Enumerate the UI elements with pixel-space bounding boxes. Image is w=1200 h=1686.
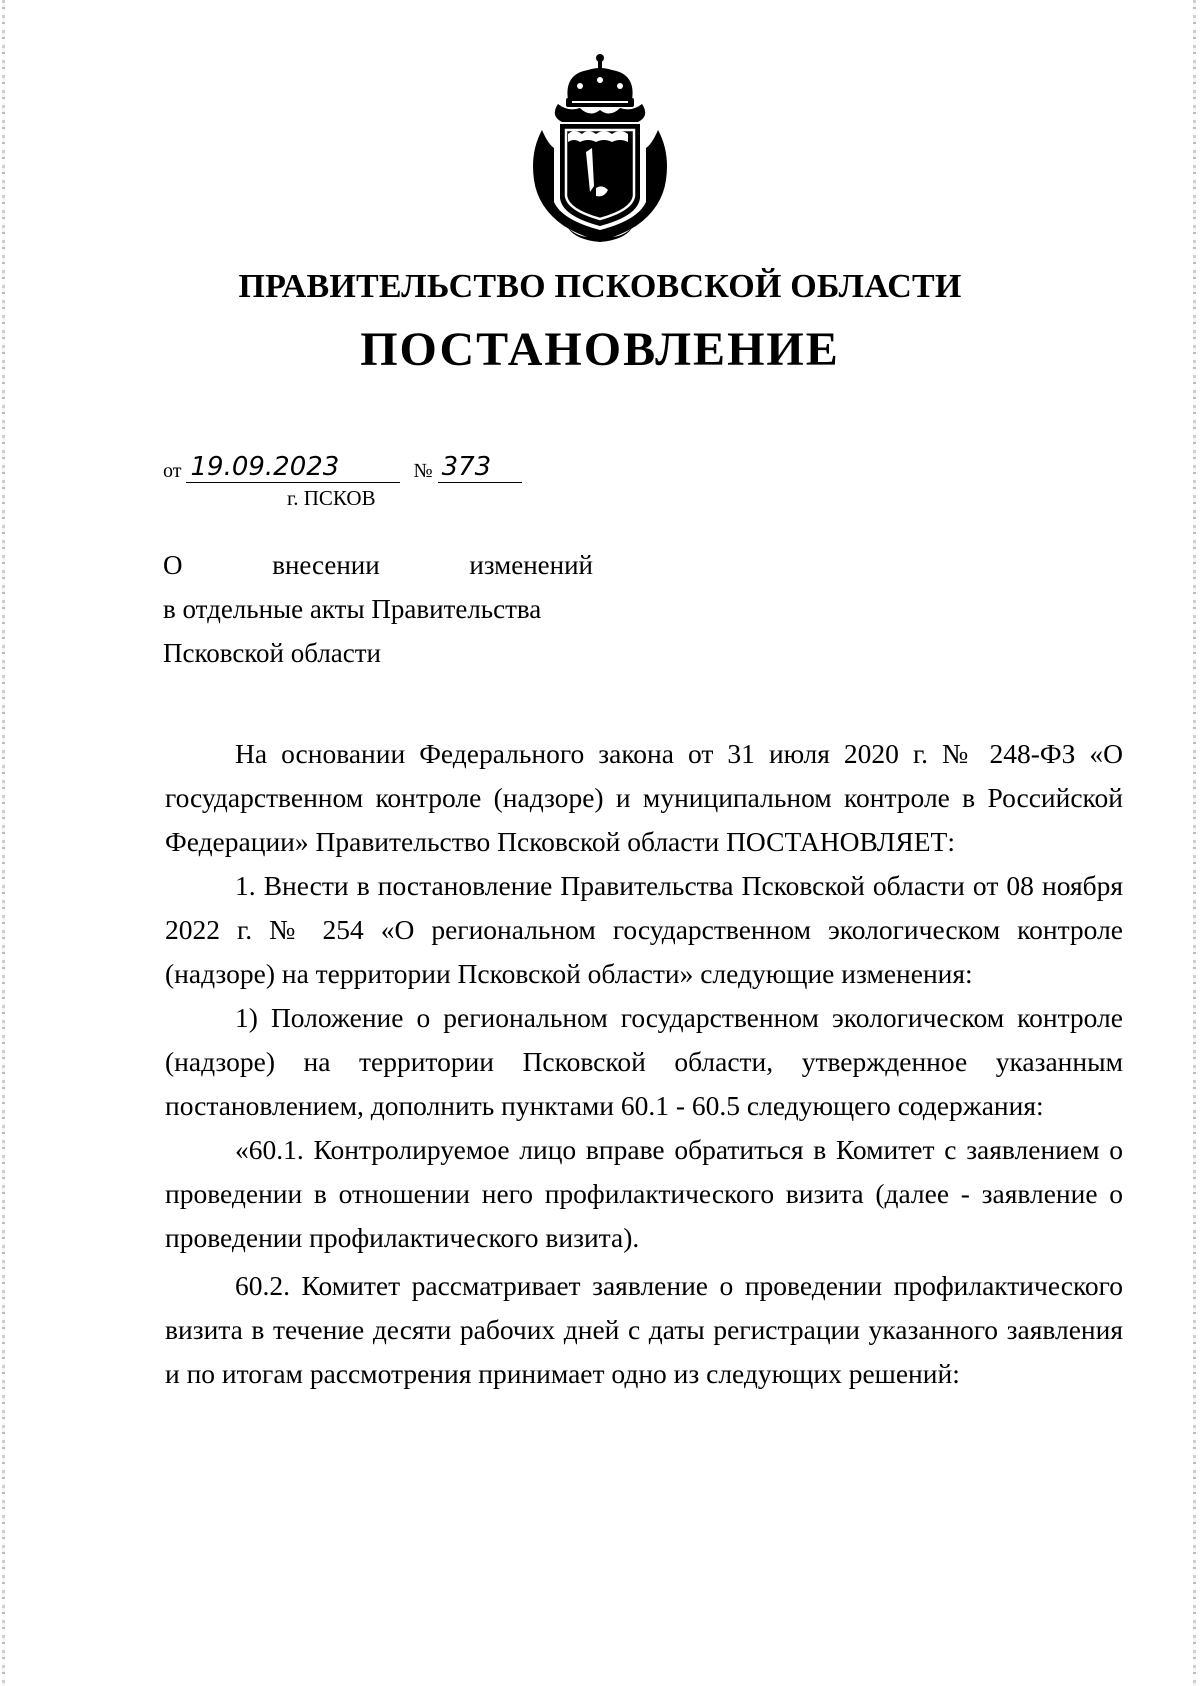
number-label: № xyxy=(413,460,433,482)
subject-word: О xyxy=(163,550,183,580)
city-label: г. ПСКОВ xyxy=(287,486,376,510)
document-date: 19.09.2023 xyxy=(186,452,400,483)
organization-title: ПРАВИТЕЛЬСТВО ПСКОВСКОЙ ОБЛАСТИ xyxy=(238,268,962,305)
document-type-title: ПОСТАНОВЛЕНИЕ xyxy=(360,323,840,376)
date-number-line xyxy=(163,452,522,483)
scan-edge-left xyxy=(2,0,5,1686)
body-paragraph: 1) Положение о региональном государственном экологическом контроле (надзоре) на территории Псковской области, утвержденное указанным постановлением, дополнить пунктами 60.1 - 60.5 следующего содержания: xyxy=(165,1002,1123,1121)
body-paragraph: На основании Федерального закона от 31 июля 2020 г. № 248-ФЗ «О государственном контроле (надзоре) и муниципальном контроле в Российской Федерации» Правительство Псковской области ПОСТАНОВЛЯЕТ: xyxy=(165,738,1123,857)
coat-of-arms-emblem xyxy=(528,52,672,242)
subject-line-1 xyxy=(163,543,593,587)
body-paragraph: 1. Внести в постановление Правительства Псковской области от 08 ноября 2022 г. № 254 «О региональном государственном экологическом контроле (надзоре) на территории Псковской области» следующие изменения: xyxy=(165,870,1123,989)
date-from-label: от xyxy=(163,460,182,482)
document-subject xyxy=(163,543,593,675)
body-paragraph: «60.1. Контролируемое лицо вправе обратиться в Комитет с заявлением о проведении в отношении него профилактического визита (далее - заявление о проведении профилактического визита). xyxy=(165,1134,1123,1253)
subject-line-3: Псковской области xyxy=(163,638,382,668)
scan-edge-right xyxy=(1193,0,1196,1686)
subject-line-2: в отдельные акты Правительства xyxy=(163,594,542,624)
subject-word: внесении xyxy=(272,550,380,580)
document-body xyxy=(165,732,1123,1396)
subject-word: изменений xyxy=(469,550,593,580)
document-number: 373 xyxy=(438,452,522,483)
body-paragraph: 60.2. Комитет рассматривает заявление о проведении профилактического визита в течение десяти рабочих дней с даты регистрации указанного заявления и по итогам рассмотрения принимает одно из следующих решений: xyxy=(165,1270,1123,1389)
